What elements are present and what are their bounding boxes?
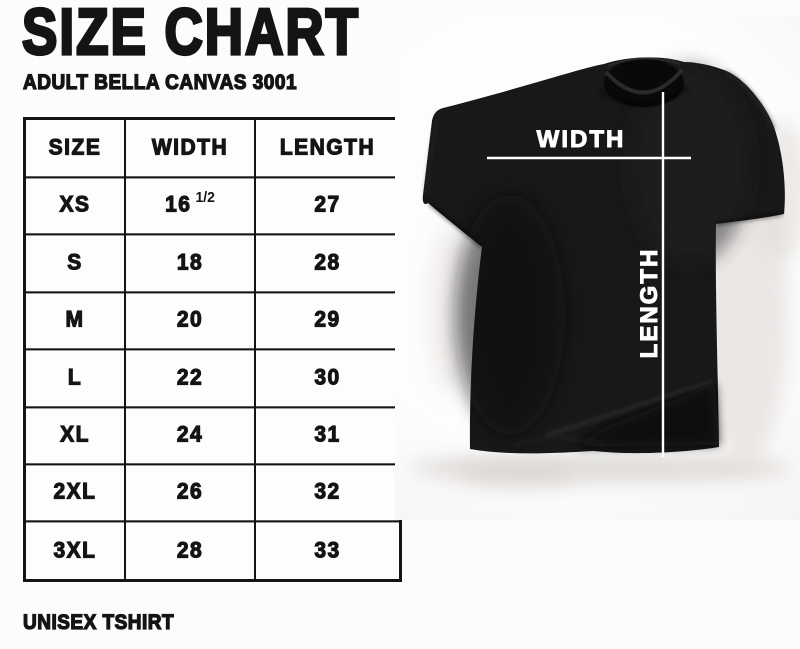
- size-cell: L: [26, 348, 126, 408]
- page-title: SIZE CHART: [22, 0, 360, 69]
- page-subtitle: ADULT BELLA CANVAS 3001: [23, 71, 298, 95]
- column-header-length: LENGTH: [256, 119, 399, 179]
- column-header-size: SIZE: [26, 119, 126, 179]
- width-cell: 24: [126, 405, 256, 465]
- size-cell: XL: [26, 405, 126, 465]
- size-table: [23, 117, 402, 582]
- width-cell: 20: [126, 291, 256, 351]
- width-measure-label: WIDTH: [536, 126, 626, 153]
- size-cell: S: [26, 233, 126, 293]
- size-cell: XS: [26, 176, 126, 236]
- width-cell: 16 1/2: [126, 176, 256, 236]
- size-cell: M: [26, 291, 126, 351]
- width-cell: 18: [126, 233, 256, 293]
- length-cell: 32: [256, 463, 399, 523]
- width-cell: 28: [126, 520, 256, 580]
- length-cell: 31: [256, 405, 399, 465]
- length-cell: 33: [314, 537, 341, 562]
- footer-note: UNISEX TSHIRT: [23, 611, 175, 635]
- width-cell: 22: [126, 348, 256, 408]
- width-cell: 26: [126, 463, 256, 523]
- length-cell: 28: [256, 233, 399, 293]
- length-measure-label: LENGTH: [636, 247, 663, 359]
- width-fraction: 1/2: [195, 188, 215, 206]
- size-cell: 2XL: [26, 463, 126, 523]
- column-header-width: WIDTH: [126, 119, 256, 179]
- length-cell: 27: [256, 176, 399, 236]
- length-cell: 30: [256, 348, 399, 408]
- tshirt-photo: [395, 15, 800, 520]
- size-cell: 3XL: [26, 520, 126, 580]
- tshirt-figure: [395, 15, 800, 520]
- length-cell: 29: [256, 291, 399, 351]
